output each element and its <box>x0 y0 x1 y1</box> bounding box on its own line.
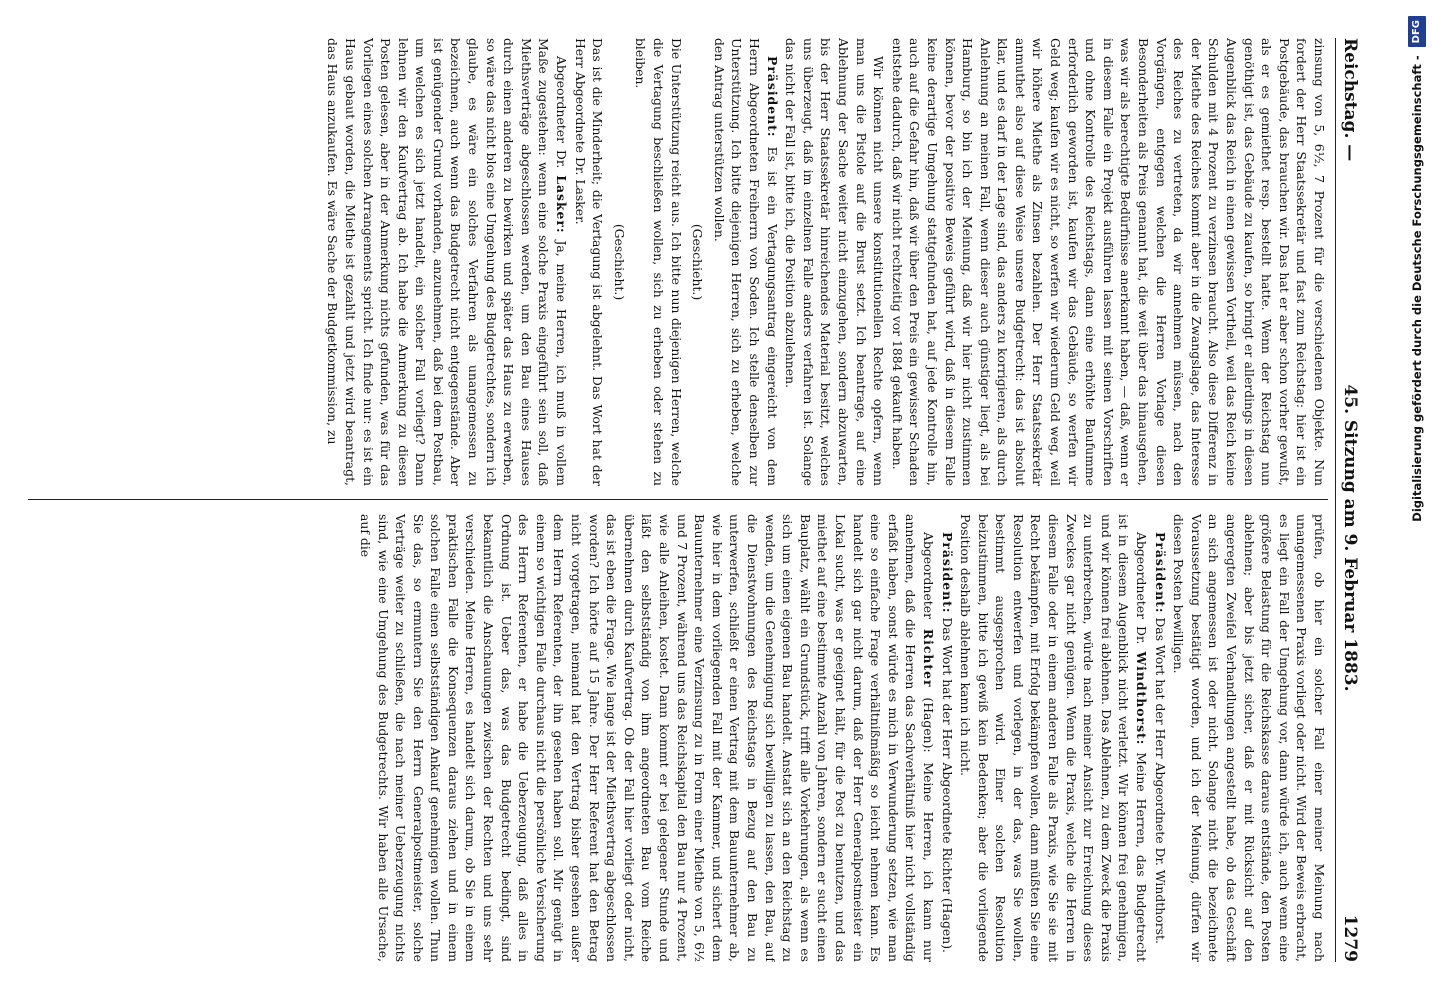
speaker-prefix: Abgeordneter <box>920 532 936 620</box>
paragraph: zinsung von 5, 6½, 7 Prozent für die verschiedenen Objekte. Nun fordert der Herr Staatssekretär und fast zum Reichstag: hier ist ein Postgebäude, das brauchen wir. Das hat er aber schon vorher gewußt, als er es gemiethet resp. bestellt hatte. Wenn der Reichstag nun genöthigt ist, das Gebäude zu kaufen, so bringt er allerdings in diesen Augenblick das Reich in einen gewissen Vortheil, weil das Reich keine Schulden mit 4 Prozent zu verzinsen braucht. Also diese Differenz in der Miethe des Reiches kommt aber in die Zwangslage, das Interesse des Reiches zu vertreten, da wir annehmen müssen, nach den Vorgängen, entgegen welchen die Herren Vorlage diesen Besonderheiten als Preis genannt hat, die weit über das hinausgehen, was wir als berechtigte Bedürfnisse anerkannt haben, — daß, wenn er in diesem Falle ein Projekt ausführen lassen mit seinen Vorschriften und ohne Kontrolle des Reichstags, dann eine erhöhte Baufumme erforderlich geworden ist, kaufen wir das Gebäude, so werfen wir Geld weg; kaufen wir es nicht, so werfen wir wiederum Geld weg, weil wir höhere Miethe als Zinsen bezahlen. Der Herr Staatssekretär anmuthet also auf diese Weise unsere Budgetrecht: das ist absolut klar, und es darf in der Lage sind, das anders zu korrigieren, als durch Anlehnung an meinen Fall, wenn dieser auch günstiger liegt, als bei Hamburg, so bin ich der Meinung, daß wir hier nicht zustimmen können, bevor der positive Beweis geführt wird, daß in diesem Falle keine derartige Umgehung stattgefunden hat, auf jede Kontrolle hin, auch auf die Gefahr hin, daß wir über den Preis ein gewisser Schaden entstehe dadurch, daß wir nicht rechtzeitig vor 1884 gekauft haben. <box>889 38 1327 486</box>
header-left: Reichstag. — <box>1340 38 1360 162</box>
stage-direction: (Geschieht.) <box>690 223 706 301</box>
statement-text: Meine Herren, ich kann nur annehmen, daß die Herren das Sachverhältniß hier nicht vollständig erfaßt haben, sonst würde es mich in Verwunderung setzen, wie man eine so einfache Frage verhältnißmäßig so leicht nehmen kann. Es handelt sich gar nicht darum, daß der Herr Generalpostmeister ein Lokal sucht, was er geeignet hält, für die Post zu benutzen, und das miethet auf eine bestimmte Anzahl von Jahren, sondern er sucht einen Bauplatz, wählt ein Grundstück, trifft alle Vorkehrungen, als wenn es sich um einen eigenen Bau handelt. Anstatt sich an den Reichstag zu wenden, um die Genehmigung sich bewilligen zu lassen, den Bau, auf die Dienstwohnungen des Reichstags in Bezug auf den Bau zu unterwerfen, schließt er einen Vertrag mit dem Bauunternehmer ab, wie hier in dem vorliegenden Fall mit der Kammer, und sichert dem Bauunternehmer eine Verzinsung zu in Form einer Miethe von 5, 6½ und 7 Prozent, während uns das Reichskapital den Bau nur 4 Prozent, wie alle Anleihen, kostet. Dann kommt er bei gelegener Stunde und läßt den selbstständig von ihm angeordneten Bau vom Reiche übernehmen durch Kaufvertrag. Ob der Fall hier vorliegt oder nicht, das ist eben die Frage. Wie lange ist der Miethsvertrag abgeschlossen worden? Ich hörte auf 15 Jahre. Der Herr Referent hat den Betrag nicht vorgetragen, niemand hat den Vertrag bisher gesehen außer dem Herrn Referenten, der ihn gesehen haben soll. Mir genügt in einem so wichtigen Falle durchaus nicht die persönliche Versicherung des Herrn Referenten, er habe die Ueberzeugung, daß alles in Ordnung ist. Ueber das, was das Budgetrecht bedingt, sind bekanntlich die Anschauungen zwischen der Rechten und uns sehr verschieden. Meine Herren, es handelt sich darum, ob Sie in einem praktischen Falle die Konsequenzen daraus ziehen und in einem solchen Falle einen selbstständigen Ankauf genehmigen wollen. Thun Sie das, so ermuntern Sie den Herrn Generalpostmeister, solche Verträge weiter zu schließen, die nach meiner Ueberzeugung nichts sind, wie eine Umgehung des Budgetrechts. Wir haben alle Ursache, auf die <box>357 514 936 962</box>
column-divider <box>28 499 1328 500</box>
statement-text: Es ist ein Vertagungsantrag eingereicht von dem Herrn Abgeordneten Freiherrn von Soden. Ich stelle denselben zur Unterstützung. Ich bitte diejenigen Herren, sich zu erheben, welche den Antrag unterstützen wollen. <box>711 38 780 486</box>
credit-text-row <box>1402 0 1432 1000</box>
speaker-name: Lasker: <box>554 175 570 234</box>
president-statement <box>1151 514 1169 962</box>
president-statement <box>938 514 956 962</box>
speaker-name: Windthorst: <box>1134 651 1150 746</box>
speaker-name: Präsident: <box>764 56 780 138</box>
speaker-prefix: Abgeordneter Dr. <box>554 56 570 169</box>
paragraph: Die Unterstützung reicht aus. Ich bitte nun diejenigen Herren, welche die Vertagung beschließen wollen, sich zu erheben oder stehen zu bleiben. <box>633 38 684 486</box>
speech-lasker <box>324 38 570 486</box>
header-page-number: 1279 <box>1340 914 1360 962</box>
paragraph: Das ist die Minderheit; die Vertagung ist abgelehnt. Das Wort hat der Herr Abgeordnete Dr. Lasker. <box>572 38 606 486</box>
speaker-name: Präsident: <box>1152 532 1168 614</box>
statement-text: Das Wort hat der Herr Abgeordnete Richter (Hagen). <box>939 617 955 953</box>
speech-richter <box>356 514 937 962</box>
digitization-credit <box>1402 0 1432 1000</box>
statement-text: Ja, meine Herren, ich muß in vollem Maße zugestehen: wenn eine solche Praxis eingeführt sein soll, daß Miethsverträge abgeschlossen werden, um den Bau eines Hauses durch einen anderen zu bewirken und später das Haus zu erwerben, so wäre das nicht blos eine Umgehung des Budgetrechtes, sondern ich glaube, es wäre ein solches Verfahren als unangemessen zu bezeichnen, auch wenn das Budgetrecht nicht entgegenstände. Aber ist genügender Grund vorhanden, anzunehmen, daß bei dem Postbau, um welchen es sich jetzt handelt, ein solcher Fall vorliegt? Dann lehnen wir den Kaufvertrag ab. Ich habe die Anmerkung zu diesen Posten gelesen, aber in der Anmerkung nichts gefunden, was für das Vorliegen eines solchen Arrangements spricht. Ich finde nur: es ist ein Haus gebaut worden, die Miethe ist gezahlt und jetzt wird beantragt, das Haus anzukaufen. Es wäre Sache der Budgetkommission, zu <box>325 38 570 486</box>
speaker-prefix: Abgeordneter Dr. <box>1134 532 1150 645</box>
speaker-name: Richter <box>920 628 936 688</box>
statement-text: Meine Herren, das Budgetrecht ist in diesem Augenblick nicht verletzt. Wir können frei genehmigen, und wir können frei ablehnen. Das Ablehnen, zu dem Zweck die Praxis zu unterbrechen, würde nach meiner Ansicht zur Erreichung dieses Zweckes gar nicht genügen. Wenn die Praxis, welche die Herren in diesem Falle oder in einem anderen Falle als Praxis, wie Sie sie mit Recht bekämpfen, mit Erfolg bekämpfen wollen, dann müßten Sie eine Resolution entwerfen und vorlegen, in der das, was Sie wollen, bestimmt ausgesprochen wird. Einer solchen Resolution beizustimmen, bitte ich gewiß kein Bedenken; aber die vorliegende Position deshalb ablehnen kann ich nicht. <box>958 514 1150 962</box>
left-column <box>28 38 1328 486</box>
president-statement <box>710 38 780 486</box>
page-header <box>1340 38 1370 962</box>
statement-text: Das Wort hat der Herr Abgeordnete Dr. Windthorst. <box>1152 617 1168 944</box>
right-column <box>28 514 1328 962</box>
dfg-logo: DFG <box>1408 16 1426 47</box>
stage-direction: (Geschieht.) <box>611 223 627 301</box>
paragraph: prüfen, ob hier ein solcher Fall einer meiner Meinung nach unangemessenen Praxis vorliegt oder nicht. Wird der Beweis erbracht, es liegt ein Fall der Umgehung vor, dann würde ich, auch wenn eine größere Belastung für die Reichskasse daraus entstände, den Posten ablehnen; aber bis jetzt sicher, daß er mit Rücksicht auf den angeregten Zweifel Verhandlungen angestellt habe, ob das Geschäft an sich angemessen ist oder nicht. Solange nicht die bezeichnete Voraussetzung bestätigt worden, und ich der Meinung, dürfen wir diesen Posten bewilligen. <box>1171 514 1327 962</box>
paragraph: Wir können nicht unsere konstitutionellen Rechte opfern, wenn man uns die Pistole auf die Brust setzt. Ich beantrage, auf eine Ablehnung der Sache weiter nicht einzugehen, sondern abzuwarten, bis der Herr Staatssekretär hinreichendes Material besitzt, welches uns überzeugt, daß im einzelnen Falle anders verfahren ist. Solange das nicht der Fall ist, bitte ich, die Position abzulehnen. <box>783 38 887 486</box>
speaker-name: Präsident: <box>939 532 955 614</box>
speaker-suffix: (Hagen): <box>920 697 936 753</box>
header-session-date: 45. Sitzung am 9. Februar 1883. <box>1340 384 1360 692</box>
speech-windthorst <box>957 514 1151 962</box>
credit-text: Digitalisierung gefördert durch die Deutsche Forschungsgemeinschaft - <box>1410 55 1424 522</box>
header-rule <box>1335 38 1336 962</box>
